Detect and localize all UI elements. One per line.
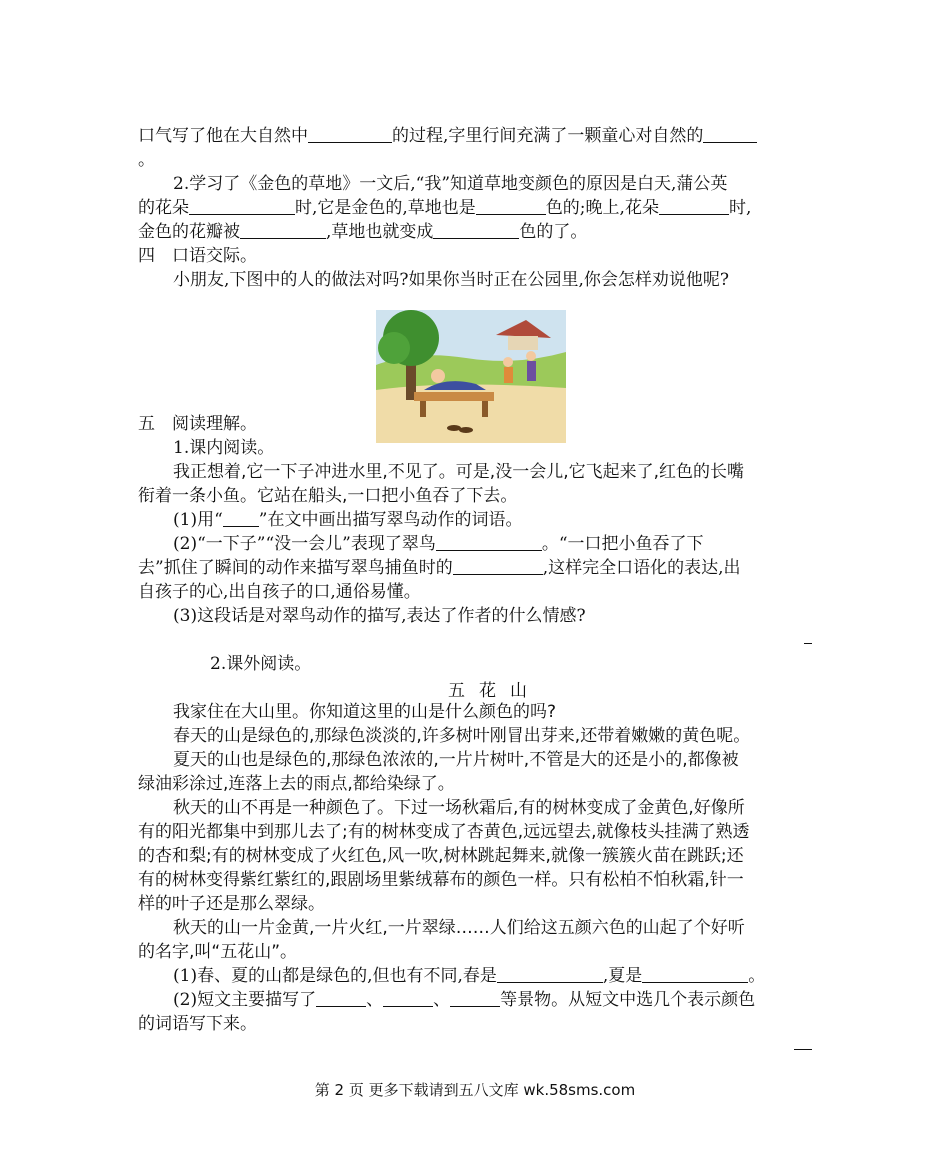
answer-blank[interactable] [659, 197, 729, 215]
question-2-line-2 [138, 196, 751, 220]
text: (2)短文主要描写了 [173, 990, 317, 1010]
park-scene-illustration-icon [376, 310, 566, 443]
section-5-title: 五 阅读理解。 [138, 414, 257, 434]
reading-2-title: 2.课外阅读。 [210, 654, 312, 674]
answer-blank[interactable] [497, 965, 603, 983]
answer-blank[interactable] [308, 125, 392, 143]
answer-blank[interactable] [436, 533, 542, 551]
text: ,草地也就变成 [326, 222, 434, 242]
passage-paragraph: 样的叶子还是那么翠绿。 [138, 894, 325, 914]
text: (2)“一下子”“没一会儿”表现了翠鸟 [173, 534, 436, 554]
passage-paragraph: 的名字,叫“五花山”。 [138, 942, 298, 962]
text: 。“一口把小鱼吞了下 [541, 534, 704, 554]
text: 时,它是金色的,草地也是 [295, 198, 476, 218]
reading-1-title: 1.课内阅读。 [173, 438, 275, 458]
reading-1-q3: (3)这段话是对翠鸟动作的描写,表达了作者的什么情感? [173, 606, 586, 626]
line-1-end: 。 [138, 150, 155, 170]
text: 色的了。 [519, 222, 588, 242]
answer-line[interactable] [804, 643, 812, 644]
reading-1-passage: 我正想着,它一下子冲进水里,不见了。可是,没一会儿,它飞起来了,红色的长嘴 [173, 462, 745, 482]
text: 、 [433, 990, 451, 1010]
reading-1-q2 [173, 532, 704, 556]
passage-paragraph: 有的树林变得紫红紫红的,跟剧场里紫绒幕布的颜色一样。只有松柏不怕秋霜,针一 [138, 870, 744, 890]
text: 的花朵 [138, 198, 189, 218]
passage-paragraph: 的杏和梨;有的树林变成了火红色,风一吹,树林跳起舞来,就像一簇簇火苗在跳跃;还 [138, 846, 744, 866]
text: 的过程,字里行间充满了一颗童心对自然的 [392, 126, 704, 146]
text: 。 [748, 966, 766, 986]
section-4-title: 四 口语交际。 [138, 246, 257, 266]
passage-paragraph: 秋天的山一片金黄,一片火红,一片翠绿……人们给这五颜六色的山起了个好听 [173, 918, 745, 938]
answer-blank[interactable] [450, 989, 500, 1007]
text: 金色的花瓣被 [138, 222, 240, 242]
line-1 [138, 124, 757, 148]
text: (1)用“ [173, 510, 223, 530]
reading-2-q2-line-2: 的词语写下来。 [138, 1014, 257, 1034]
passage-paragraph: 春天的山是绿色的,那绿色淡淡的,许多树叶刚冒出芽来,还带着嫩嫩的黄色呢。 [173, 726, 751, 746]
reading-2-q2 [173, 988, 755, 1012]
answer-blank[interactable] [476, 197, 546, 215]
answer-blank[interactable] [433, 221, 519, 239]
passage-paragraph: 我家住在大山里。你知道这里的山是什么颜色的吗? [173, 702, 557, 722]
text: 、 [366, 990, 384, 1010]
reading-2-q1 [173, 964, 765, 988]
passage-title: 五花山 [448, 681, 541, 701]
passage-paragraph: 绿油彩涂过,连落上去的雨点,都给染绿了。 [138, 774, 455, 794]
text: ”在文中画出描写翠鸟动作的词语。 [258, 510, 523, 530]
answer-blank[interactable] [703, 125, 757, 143]
passage-paragraph: 有的阳光都集中到那儿去了;有的树林变成了杏黄色,远远望去,就像枝头挂满了熟透 [138, 822, 750, 842]
text: 等景物。从短文中选几个表示颜色 [500, 990, 756, 1010]
text: ,这样完全口语化的表达,出 [542, 558, 741, 578]
answer-blank[interactable] [223, 509, 259, 527]
reading-1-passage: 衔着一条小鱼。它站在船头,一口把小鱼吞了下去。 [138, 486, 518, 506]
page-footer: 第 2 页 更多下载请到五八文库 wk.58sms.com [314, 1081, 636, 1099]
answer-blank[interactable] [642, 965, 748, 983]
answer-blank[interactable] [383, 989, 433, 1007]
reading-1-q2-line-3: 自孩子的心,出自孩子的口,通俗易懂。 [138, 582, 421, 602]
answer-blank[interactable] [240, 221, 326, 239]
text: (1)春、夏的山都是绿色的,但也有不同,春是 [173, 966, 497, 986]
answer-blank[interactable] [453, 557, 543, 575]
reading-1-q2-line-2 [138, 556, 741, 580]
question-2-line-3 [138, 220, 587, 244]
passage-paragraph: 秋天的山不再是一种颜色了。下过一场秋霜后,有的树林变成了金黄色,好像所 [173, 798, 745, 818]
text: 色的;晚上,花朵 [545, 198, 659, 218]
text: 口气写了他在大自然中 [138, 126, 308, 146]
answer-blank[interactable] [316, 989, 366, 1007]
text: 时, [728, 198, 752, 218]
answer-line[interactable] [794, 1049, 812, 1050]
question-2: 2.学习了《金色的草地》一文后,“我”知道草地变颜色的原因是白天,蒲公英 [173, 174, 728, 194]
text: ,夏是 [602, 966, 643, 986]
answer-blank[interactable] [189, 197, 295, 215]
passage-paragraph: 夏天的山也是绿色的,那绿色浓浓的,一片片树叶,不管是大的还是小的,都像被 [173, 750, 739, 770]
text: 去”抓住了瞬间的动作来描写翠鸟捕鱼时的 [138, 558, 453, 578]
reading-1-q1 [173, 508, 522, 532]
section-4-prompt: 小朋友,下图中的人的做法对吗?如果你当时正在公园里,你会怎样劝说他呢? [173, 270, 730, 290]
